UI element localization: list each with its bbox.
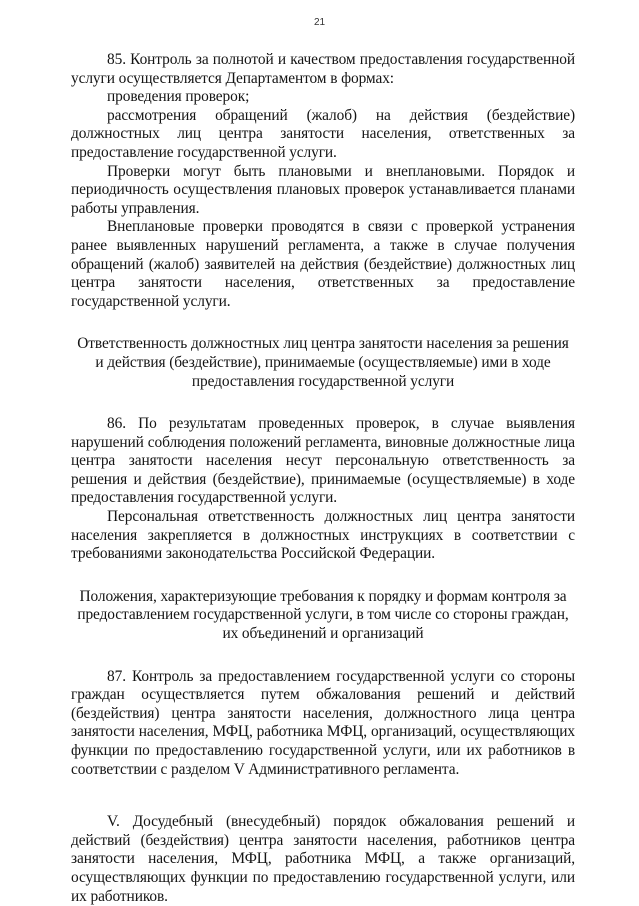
paragraph-86: 86. По результатам проведенных проверок, в случае выявления нарушений соблюдения положений регламента, виновные должностные лица центра занятости населения несут персональную ответственность за решения и действия (бездействие), принимаемые (осуществляемые) в ходе предоставления государственной услуги. <box>71 415 575 507</box>
paragraph-unplanned-inspections: Внеплановые проверки проводятся в связи с проверкой устранения ранее выявленных нарушений регламента, а также в случае получения обращений (жалоб) заявителей на действия (бездействие) должностных лиц центра занятости населения, ответственных за предоставление государственной услуги. <box>71 218 575 310</box>
paragraph-personal-responsibility: Персональная ответственность должностных лиц центра занятости населения закрепляется в должностных инструкциях в соответствии с требованиями законодательства Российской Федерации. <box>71 508 575 563</box>
section-v-title: V. Досудебный (внесудебный) порядок обжалования решений и действий (бездействия) центра занятости населения, работников центра занятости населения, МФЦ, работника МФЦ, а также организаций, осуществляющих функции по предоставлению государственной услуги, или их работников. <box>71 813 575 905</box>
paragraph-85: 85. Контроль за полнотой и качеством предоставления государственной услуги осуществляется Департаментом в формах: <box>71 51 575 87</box>
paragraph-complaints: рассмотрения обращений (жалоб) на действия (бездействие) должностных лиц центра занятости населения, ответственных за предоставление государственной услуги. <box>71 106 575 161</box>
paragraph-87: 87. Контроль за предоставлением государственной услуги со стороны граждан осуществляется путем обжалования решений и действий (бездействия) центра занятости населения, должностного лица центра занятости населения, МФЦ, работника МФЦ, организаций, осуществляющих функции по предоставлению государственной услуги, или их работников в соответствии с разделом V Административного регламента. <box>71 667 575 778</box>
paragraph-inspections: проведения проверок; <box>107 88 250 106</box>
document-body <box>71 51 575 906</box>
heading-control-requirements: Положения, характеризующие требования к порядку и формам контроля за предоставлением государственной услуги, в том числе со стороны граждан, их объединений и организаций <box>77 587 569 643</box>
page-number: 21 <box>313 17 326 28</box>
paragraph-planned-inspections: Проверки могут быть плановыми и внеплановыми. Порядок и периодичность осуществления плановых проверок устанавливается планами работы управления. <box>71 162 575 217</box>
heading-responsibility: Ответственность должностных лиц центра занятости населения за решения и действия (бездействие), принимаемые (осуществляемые) ими в ходе предоставления государственной услуги <box>77 335 569 390</box>
